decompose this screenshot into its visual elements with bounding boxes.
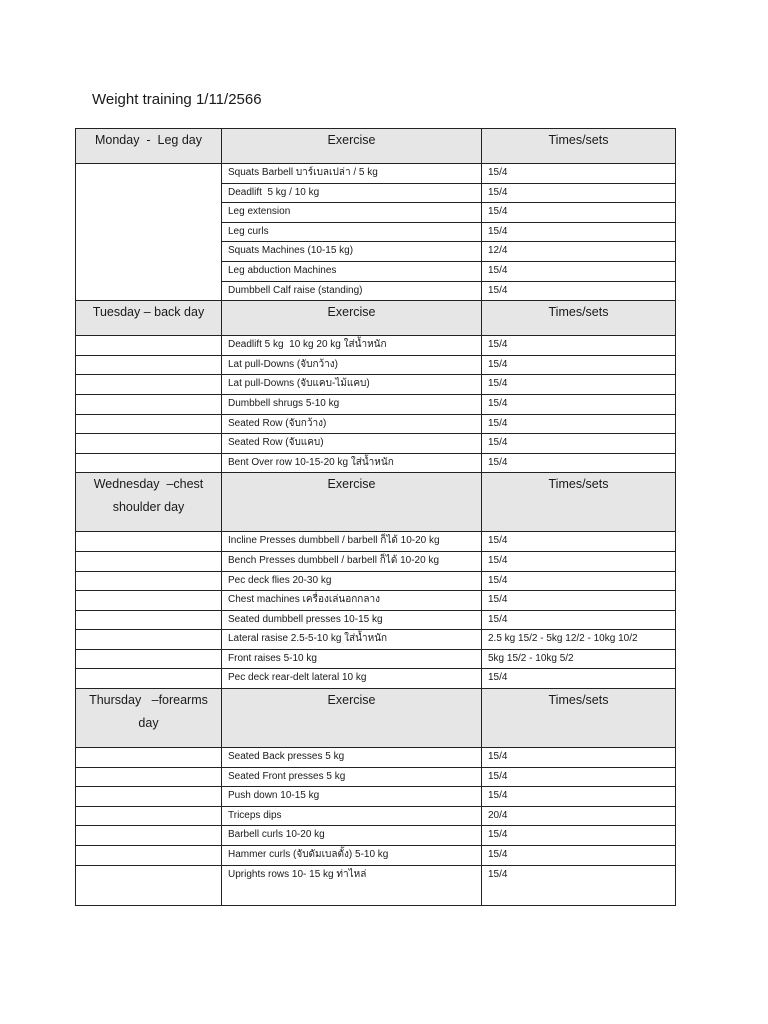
exercise-name-cell: Pec deck flies 20-30 kg — [222, 571, 482, 591]
exercise-name-cell: Seated dumbbell presses 10-15 kg — [222, 610, 482, 630]
exercise-name-cell: Deadlift 5 kg 10 kg 20 kg ใส่น้ำหนัก — [222, 336, 482, 356]
exercise-name-cell: Front raises 5-10 kg — [222, 649, 482, 669]
sets-reps-cell: 20/4 — [482, 806, 676, 826]
exercise-row — [76, 532, 676, 552]
sets-reps-cell: 15/4 — [482, 532, 676, 552]
day-column-blank-cell — [76, 532, 222, 552]
exercise-row — [76, 164, 676, 184]
day-label — [76, 473, 222, 532]
exercise-name-cell: Barbell curls 10-20 kg — [222, 826, 482, 846]
sets-reps-cell: 15/4 — [482, 767, 676, 787]
exercise-name-cell: Bent Over row 10-15-20 kg ใส่น้ำหนัก — [222, 453, 482, 473]
exercise-name-cell: Incline Presses dumbbell / barbell ก็ได้ 10-20 kg — [222, 532, 482, 552]
day-label — [76, 301, 222, 336]
day-column-blank-cell — [76, 748, 222, 768]
exercise-name-cell: Squats Machines (10-15 kg) — [222, 242, 482, 262]
exercise-name-cell: Uprights rows 10- 15 kg ท่าไหล่ — [222, 865, 482, 905]
day-column-blank-cell — [76, 610, 222, 630]
day-column-blank-cell — [76, 336, 222, 356]
day-label-line: Tuesday – back day — [92, 305, 205, 320]
sets-reps-cell: 15/4 — [482, 865, 676, 905]
sets-column-header: Times/sets — [482, 473, 676, 532]
exercise-row — [76, 591, 676, 611]
exercise-row — [76, 787, 676, 807]
sets-reps-cell: 2.5 kg 15/2 - 5kg 12/2 - 10kg 10/2 — [482, 630, 676, 650]
day-column-blank-cell — [76, 355, 222, 375]
sets-reps-cell: 12/4 — [482, 242, 676, 262]
sets-reps-cell: 15/4 — [482, 281, 676, 301]
exercise-row — [76, 571, 676, 591]
exercise-row — [76, 355, 676, 375]
exercise-name-cell: Hammer curls (จับดัมเบลตั้ง) 5-10 kg — [222, 846, 482, 866]
sets-reps-cell: 15/4 — [482, 414, 676, 434]
exercise-name-cell: Pec deck rear-delt lateral 10 kg — [222, 669, 482, 689]
exercise-name-cell: Seated Front presses 5 kg — [222, 767, 482, 787]
day-column-blank-cell — [76, 787, 222, 807]
exercise-row — [76, 336, 676, 356]
day-column-blank-cell — [76, 767, 222, 787]
exercise-row — [76, 394, 676, 414]
sets-reps-cell: 15/4 — [482, 453, 676, 473]
sets-reps-cell: 15/4 — [482, 846, 676, 866]
day-column-blank-cell — [76, 453, 222, 473]
exercise-name-cell: Seated Row (จับแคบ) — [222, 434, 482, 454]
exercise-row — [76, 375, 676, 395]
sets-reps-cell: 15/4 — [482, 591, 676, 611]
day-column-blank-cell — [76, 846, 222, 866]
day-column-blank-cell — [76, 826, 222, 846]
exercise-name-cell: Leg curls — [222, 222, 482, 242]
exercise-name-cell: Push down 10-15 kg — [222, 787, 482, 807]
day-label — [76, 689, 222, 748]
exercise-row — [76, 610, 676, 630]
day-label — [76, 129, 222, 164]
document-title: Weight training 1/11/2566 — [92, 91, 262, 108]
day-label-line: Monday - Leg day — [94, 133, 202, 147]
sets-reps-cell: 15/4 — [482, 571, 676, 591]
sets-reps-cell: 15/4 — [482, 164, 676, 184]
day-header-row — [76, 689, 676, 748]
day-column-blank-cell — [76, 164, 222, 301]
sets-reps-cell: 15/4 — [482, 551, 676, 571]
exercise-row — [76, 649, 676, 669]
exercise-column-header: Exercise — [222, 689, 482, 748]
day-column-blank-cell — [76, 591, 222, 611]
exercise-name-cell: Seated Row (จับกว้าง) — [222, 414, 482, 434]
exercise-name-cell: Squats Barbell บาร์เบลเปล่า / 5 kg — [222, 164, 482, 184]
day-column-blank-cell — [76, 571, 222, 591]
exercise-row — [76, 826, 676, 846]
day-column-blank-cell — [76, 806, 222, 826]
exercise-row — [76, 748, 676, 768]
sets-reps-cell: 15/4 — [482, 222, 676, 242]
exercise-name-cell: Dumbbell Calf raise (standing) — [222, 281, 482, 301]
exercise-name-cell: Lateral rasise 2.5-5-10 kg ใส่น้ำหนัก — [222, 630, 482, 650]
sets-reps-cell: 15/4 — [482, 183, 676, 203]
day-label-line: Wednesday –chest — [93, 477, 204, 492]
sets-reps-cell: 15/4 — [482, 261, 676, 281]
sets-reps-cell: 15/4 — [482, 336, 676, 356]
exercise-name-cell: Lat pull-Downs (จับแคบ-ไม้แคบ) — [222, 375, 482, 395]
exercise-column-header: Exercise — [222, 473, 482, 532]
exercise-name-cell: Leg extension — [222, 203, 482, 223]
day-label-line: day — [138, 716, 159, 731]
day-column-blank-cell — [76, 551, 222, 571]
day-column-blank-cell — [76, 394, 222, 414]
exercise-name-cell: Bench Presses dumbbell / barbell ก็ได้ 10-20 kg — [222, 551, 482, 571]
exercise-row — [76, 767, 676, 787]
day-label-line: shoulder day — [112, 500, 185, 515]
sets-reps-cell: 15/4 — [482, 394, 676, 414]
exercise-column-header: Exercise — [222, 129, 482, 164]
day-column-blank-cell — [76, 865, 222, 905]
sets-reps-cell: 15/4 — [482, 787, 676, 807]
exercise-row — [76, 846, 676, 866]
day-column-blank-cell — [76, 434, 222, 454]
exercise-name-cell: Chest machines เครื่องเล่นอกกลาง — [222, 591, 482, 611]
training-plan-body — [76, 129, 676, 906]
exercise-row — [76, 434, 676, 454]
day-header-row — [76, 301, 676, 336]
day-header-row — [76, 129, 676, 164]
exercise-row — [76, 669, 676, 689]
exercise-name-cell: Leg abduction Machines — [222, 261, 482, 281]
day-column-blank-cell — [76, 630, 222, 650]
sets-column-header: Times/sets — [482, 129, 676, 164]
exercise-row — [76, 414, 676, 434]
sets-reps-cell: 15/4 — [482, 610, 676, 630]
exercise-row — [76, 806, 676, 826]
exercise-name-cell: Dumbbell shrugs 5-10 kg — [222, 394, 482, 414]
exercise-name-cell: Deadlift 5 kg / 10 kg — [222, 183, 482, 203]
sets-column-header: Times/sets — [482, 689, 676, 748]
sets-reps-cell: 15/4 — [482, 826, 676, 846]
exercise-row — [76, 630, 676, 650]
sets-reps-cell: 15/4 — [482, 375, 676, 395]
sets-column-header: Times/sets — [482, 301, 676, 336]
exercise-name-cell: Seated Back presses 5 kg — [222, 748, 482, 768]
training-plan-table — [75, 128, 676, 906]
sets-reps-cell: 15/4 — [482, 203, 676, 223]
exercise-column-header: Exercise — [222, 301, 482, 336]
exercise-row — [76, 551, 676, 571]
day-column-blank-cell — [76, 649, 222, 669]
day-column-blank-cell — [76, 375, 222, 395]
day-column-blank-cell — [76, 669, 222, 689]
sets-reps-cell: 15/4 — [482, 748, 676, 768]
sets-reps-cell: 15/4 — [482, 434, 676, 454]
day-label-line: Thursday –forearms — [89, 693, 208, 708]
sets-reps-cell: 5kg 15/2 - 10kg 5/2 — [482, 649, 676, 669]
day-header-row — [76, 473, 676, 532]
exercise-name-cell: Lat pull-Downs (จับกว้าง) — [222, 355, 482, 375]
exercise-row — [76, 453, 676, 473]
day-column-blank-cell — [76, 414, 222, 434]
sets-reps-cell: 15/4 — [482, 355, 676, 375]
sets-reps-cell: 15/4 — [482, 669, 676, 689]
exercise-row — [76, 865, 676, 905]
exercise-name-cell: Triceps dips — [222, 806, 482, 826]
